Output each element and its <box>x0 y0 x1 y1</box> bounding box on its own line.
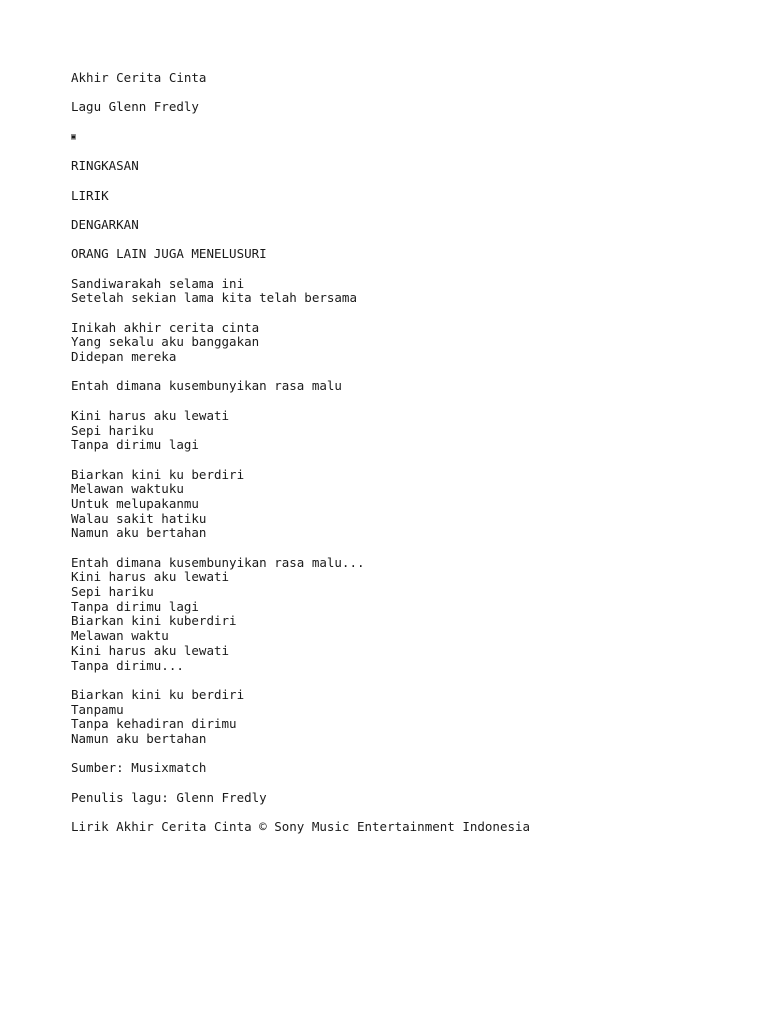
song-title <box>71 71 731 86</box>
lyric-line: Inikah akhir cerita cinta <box>71 319 260 335</box>
menu-item-label: LIRIK <box>71 187 109 203</box>
lyrics-stanza-3 <box>71 379 731 394</box>
menu-item-dengarkan[interactable] <box>71 218 731 233</box>
broken-image-icon <box>71 130 731 145</box>
lyric-line: Untuk melupakanmu <box>71 495 199 511</box>
menu-item-orang-lain[interactable] <box>71 247 731 262</box>
broken-image-glyph: ▣ <box>71 131 76 141</box>
lyric-line: Sepi hariku <box>71 584 154 600</box>
menu-item-label: DENGARKAN <box>71 216 139 232</box>
lyric-line: Didepan mereka <box>71 349 177 365</box>
lyrics-stanza-4 <box>71 409 731 453</box>
copyright-notice <box>71 820 731 835</box>
writer-credit-text: Penulis lagu: Glenn Fredly <box>71 789 267 805</box>
lyric-line: Walau sakit hatiku <box>71 510 207 526</box>
lyric-line: Sepi hariku <box>71 422 154 438</box>
lyric-line: Melawan waktu <box>71 628 169 644</box>
song-subtitle <box>71 100 731 115</box>
lyrics-stanza-6 <box>71 556 731 674</box>
source-credit-text: Sumber: Musixmatch <box>71 760 207 776</box>
lyric-line: Kini harus aku lewati <box>71 407 230 423</box>
lyric-line: Biarkan kini kuberdiri <box>71 613 237 629</box>
source-credit <box>71 761 731 776</box>
lyric-line: Tanpa kehadiran dirimu <box>71 716 237 732</box>
lyric-line: Tanpa dirimu... <box>71 657 184 673</box>
document-page <box>71 71 731 849</box>
lyric-line: Namun aku bertahan <box>71 730 207 746</box>
lyric-line: Tanpamu <box>71 701 124 717</box>
lyric-line: Sandiwarakah selama ini <box>71 275 245 291</box>
menu-item-ringkasan[interactable] <box>71 159 731 174</box>
lyric-line: Yang sekalu aku banggakan <box>71 334 260 350</box>
lyric-line: Namun aku bertahan <box>71 525 207 541</box>
song-title-text: Akhir Cerita Cinta <box>71 70 207 85</box>
menu-item-lirik[interactable] <box>71 189 731 204</box>
lyric-line: Melawan waktuku <box>71 481 184 497</box>
menu-item-label: ORANG LAIN JUGA MENELUSURI <box>71 246 267 262</box>
lyrics-stanza-2 <box>71 321 731 365</box>
lyric-line: Tanpa dirimu lagi <box>71 437 199 453</box>
copyright-text: Lirik Akhir Cerita Cinta © Sony Music Entertainment Indonesia <box>71 819 531 835</box>
lyric-line: Biarkan kini ku berdiri <box>71 466 245 482</box>
lyric-line: Entah dimana kusembunyikan rasa malu <box>71 378 342 394</box>
song-subtitle-text: Lagu Glenn Fredly <box>71 99 199 115</box>
lyric-line: Setelah sekian lama kita telah bersama <box>71 290 357 306</box>
lyric-line: Biarkan kini ku berdiri <box>71 686 245 702</box>
lyrics-stanza-5 <box>71 468 731 541</box>
menu-item-label: RINGKASAN <box>71 158 139 174</box>
lyrics-stanza-7 <box>71 688 731 747</box>
writer-credit <box>71 791 731 806</box>
lyric-line: Entah dimana kusembunyikan rasa malu... <box>71 554 365 570</box>
lyric-line: Tanpa dirimu lagi <box>71 598 199 614</box>
lyric-line: Kini harus aku lewati <box>71 642 230 658</box>
lyric-line: Kini harus aku lewati <box>71 569 230 585</box>
lyrics-stanza-1 <box>71 277 731 306</box>
